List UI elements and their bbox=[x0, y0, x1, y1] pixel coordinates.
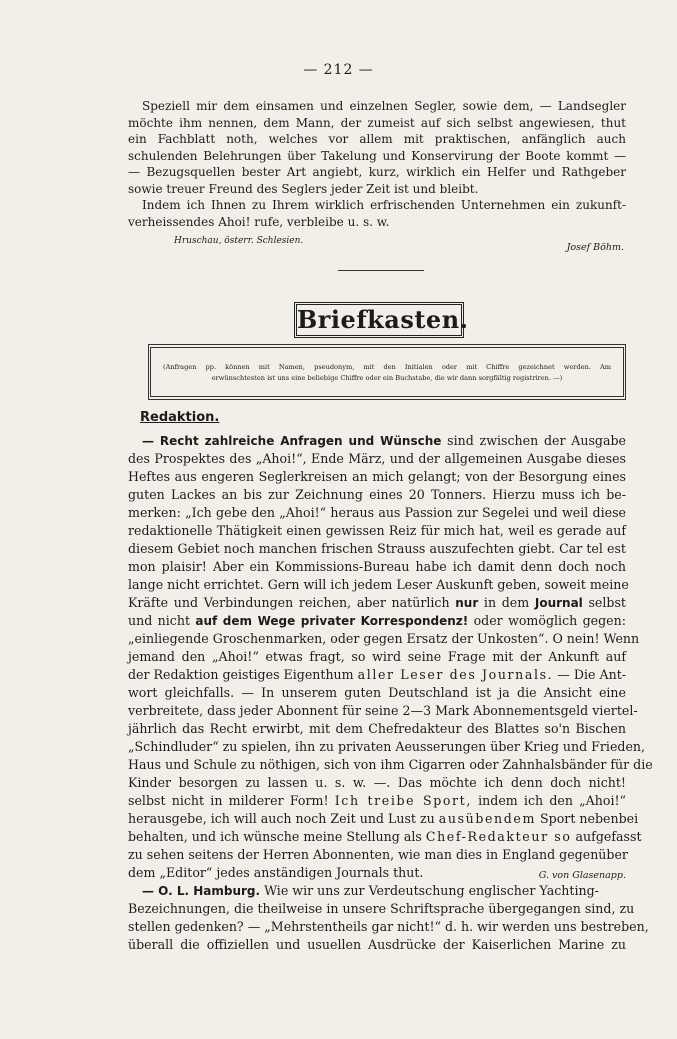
text-line: zu sehen seitens der Herren Abonnenten, wie man dies in England gegenüber bbox=[128, 847, 628, 862]
bold-phrase: nur bbox=[455, 596, 479, 610]
spaced-phrase: aller Leser des Journals. bbox=[357, 667, 554, 682]
text-span: und nicht bbox=[128, 613, 196, 628]
text-line: Haus und Schule zu nöthigen, sich von ihm Cigarren oder Zahnhalsbänder für die bbox=[128, 757, 653, 772]
text-span: dem „Editor“ jedes anständigen Journals thut. bbox=[128, 865, 424, 880]
text-line: Speziell mir dem einsamen und einzelnen Segler, sowie dem, — Landsegler bbox=[142, 99, 626, 113]
text-line: „Schindluder“ zu spielen, ihn zu privaten Aeusserungen über Krieg und Frieden, bbox=[128, 739, 646, 754]
text-line: überall die offiziellen und usuellen Ausdrücke der Kaiserlichen Marine zu bbox=[128, 937, 626, 952]
text-span: Kräfte und Verbindungen reichen, aber natürlich bbox=[128, 595, 456, 610]
text-span: der Redaktion geistiges Eigenthum bbox=[128, 667, 358, 682]
text-line: lange nicht errichtet. Gern will ich jedem Leser Auskunft geben, soweit meine bbox=[128, 577, 629, 592]
text-line bbox=[128, 666, 626, 684]
text-line: — Bezugsquellen bester Art angiebt, kurz, wirklich ein Helfer und Rathgeber bbox=[128, 165, 626, 179]
text-span: — Die Ant- bbox=[553, 667, 627, 682]
text-line: guten Lackes an bis zur Zeichnung eines 20 Tonners. Hierzu muss ich be- bbox=[128, 487, 626, 502]
notice-line: erwünschtesten ist uns eine beliebige Chiffre oder ein Buchstabe, die wir dann sorgfältig registriren. —) bbox=[211, 374, 563, 382]
text-line: Indem ich Ihnen zu Ihrem wirklich erfrischenden Unternehmen ein zukunft- bbox=[142, 198, 626, 212]
text-span: aufgefasst bbox=[571, 829, 642, 844]
text-line: jährlich das Recht erwirbt, mit dem Chefredakteur des Blattes so'n Bischen bbox=[128, 721, 626, 736]
text-line bbox=[128, 792, 626, 810]
bold-phrase: — O. L. Hamburg. bbox=[142, 884, 261, 898]
bold-phrase: Journal bbox=[534, 596, 583, 610]
spaced-phrase: Chef-Redakteur so bbox=[425, 829, 572, 844]
text-line: „einliegende Groschenmarken, oder gegen Ersatz der Unkosten“. O nein! Wenn bbox=[128, 631, 640, 646]
text-line bbox=[128, 882, 626, 900]
text-span: selbst nicht in milderer Form! bbox=[128, 793, 335, 808]
spaced-phrase: Ich treibe Sport, bbox=[334, 793, 472, 808]
text-line: sowie treuer Freund des Seglers jeder Zeit ist und bleibt. bbox=[128, 181, 479, 196]
text-line: schulenden Belehrungen über Takelung und Konservirung der Boote kommt — bbox=[128, 148, 626, 163]
bold-phrase: — Recht zahlreiche Anfragen und Wünsche bbox=[142, 434, 442, 448]
text-span: Wie wir uns zur Verdeutschung englischer Yachting- bbox=[260, 883, 599, 898]
text-line: Bezeichnungen, die theilweise in unsere Schriftsprache übergegangen sind, zu bbox=[128, 901, 635, 916]
text-line: redaktionelle Thätigkeit einen gewissen Reiz für mich hat, weil es gerade auf bbox=[128, 523, 626, 538]
text-line: möchte ihm nennen, dem Mann, der zumeist auf sich selbst angewiesen, thut bbox=[128, 115, 626, 130]
letter-place: Hruschau, österr. Schlesien. bbox=[174, 236, 304, 246]
text-line: wort gleichfalls. — In unserem guten Deutschland ist ja die Ansicht eine bbox=[128, 685, 626, 700]
text-line bbox=[128, 828, 642, 846]
page-number: — 212 — bbox=[303, 62, 374, 78]
text-line bbox=[128, 810, 639, 828]
text-line: verheissendes Ahoi! rufe, verbleibe u. s. w. bbox=[128, 214, 390, 229]
text-span: in dem bbox=[478, 595, 535, 610]
text-line: mon plaisir! Aber ein Kommissions-Bureau habe ich damit denn doch noch bbox=[128, 559, 626, 574]
text-line bbox=[128, 432, 626, 450]
text-line: diesem Gebiet noch manchen frischen Strauss auszufechten giebt. Car tel est bbox=[128, 541, 626, 556]
text-line bbox=[128, 612, 626, 630]
notice-box bbox=[148, 344, 626, 400]
text-line bbox=[128, 864, 626, 882]
text-span: sind zwischen der Ausgabe bbox=[441, 433, 626, 448]
text-line: merken: „Ich gebe den „Ahoi!“ heraus aus Passion zur Segelei und weil diese bbox=[128, 505, 626, 520]
text-span: Sport nebenbei bbox=[536, 811, 639, 826]
text-span: herausgebe, ich will auch noch Zeit und Lust zu bbox=[128, 811, 439, 826]
text-line: Heftes aus engeren Seglerkreisen an mich gelangt; von der Besorgung eines bbox=[128, 469, 626, 484]
subsection-heading: Redaktion. bbox=[140, 410, 220, 425]
letter-signature-row bbox=[146, 236, 624, 253]
separator-rule bbox=[338, 270, 424, 271]
text-line: Kinder besorgen zu lassen u. s. w. —. Das möchte ich denn doch nicht! bbox=[128, 775, 626, 790]
bold-phrase: auf dem Wege privater Korrespondenz! bbox=[195, 614, 469, 628]
spaced-phrase: ausübendem bbox=[438, 811, 537, 826]
text-line: stellen gedenken? — „Mehrstentheils gar nicht!“ d. h. wir werden uns bestreben, bbox=[128, 919, 649, 934]
section-title: Briefkasten. bbox=[294, 302, 464, 338]
text-line bbox=[128, 594, 626, 612]
text-line: jemand den „Ahoi!“ etwas fragt, so wird seine Frage mit der Ankunft auf bbox=[128, 649, 626, 664]
text-line: verbreitete, dass jeder Abonnent für seine 2—3 Mark Abonnementsgeld viertel- bbox=[128, 703, 638, 718]
text-span: selbst bbox=[582, 595, 626, 610]
notice-line: (Anfragen pp. können mit Namen, pseudonym, mit den Initialen oder mit Chiffre gezeichnet werden. Am bbox=[163, 363, 611, 371]
text-line: ein Fachblatt noth, welches vor allem mit praktischen, anfänglich auch bbox=[128, 132, 626, 146]
letter-text bbox=[128, 98, 626, 230]
editor-signature: G. von Glasenapp. bbox=[538, 870, 626, 881]
text-span: behalten, und ich wünsche meine Stellung als bbox=[128, 829, 426, 844]
text-line: des Prospektes des „Ahoi!“, Ende März, und der allgemeinen Ausgabe dieses bbox=[128, 451, 626, 466]
letter-signature: Josef Böhm. bbox=[566, 242, 624, 253]
text-span: oder womöglich gegen: bbox=[468, 613, 626, 628]
body-text bbox=[128, 432, 653, 954]
text-span: indem ich den „Ahoi!“ bbox=[471, 793, 626, 808]
